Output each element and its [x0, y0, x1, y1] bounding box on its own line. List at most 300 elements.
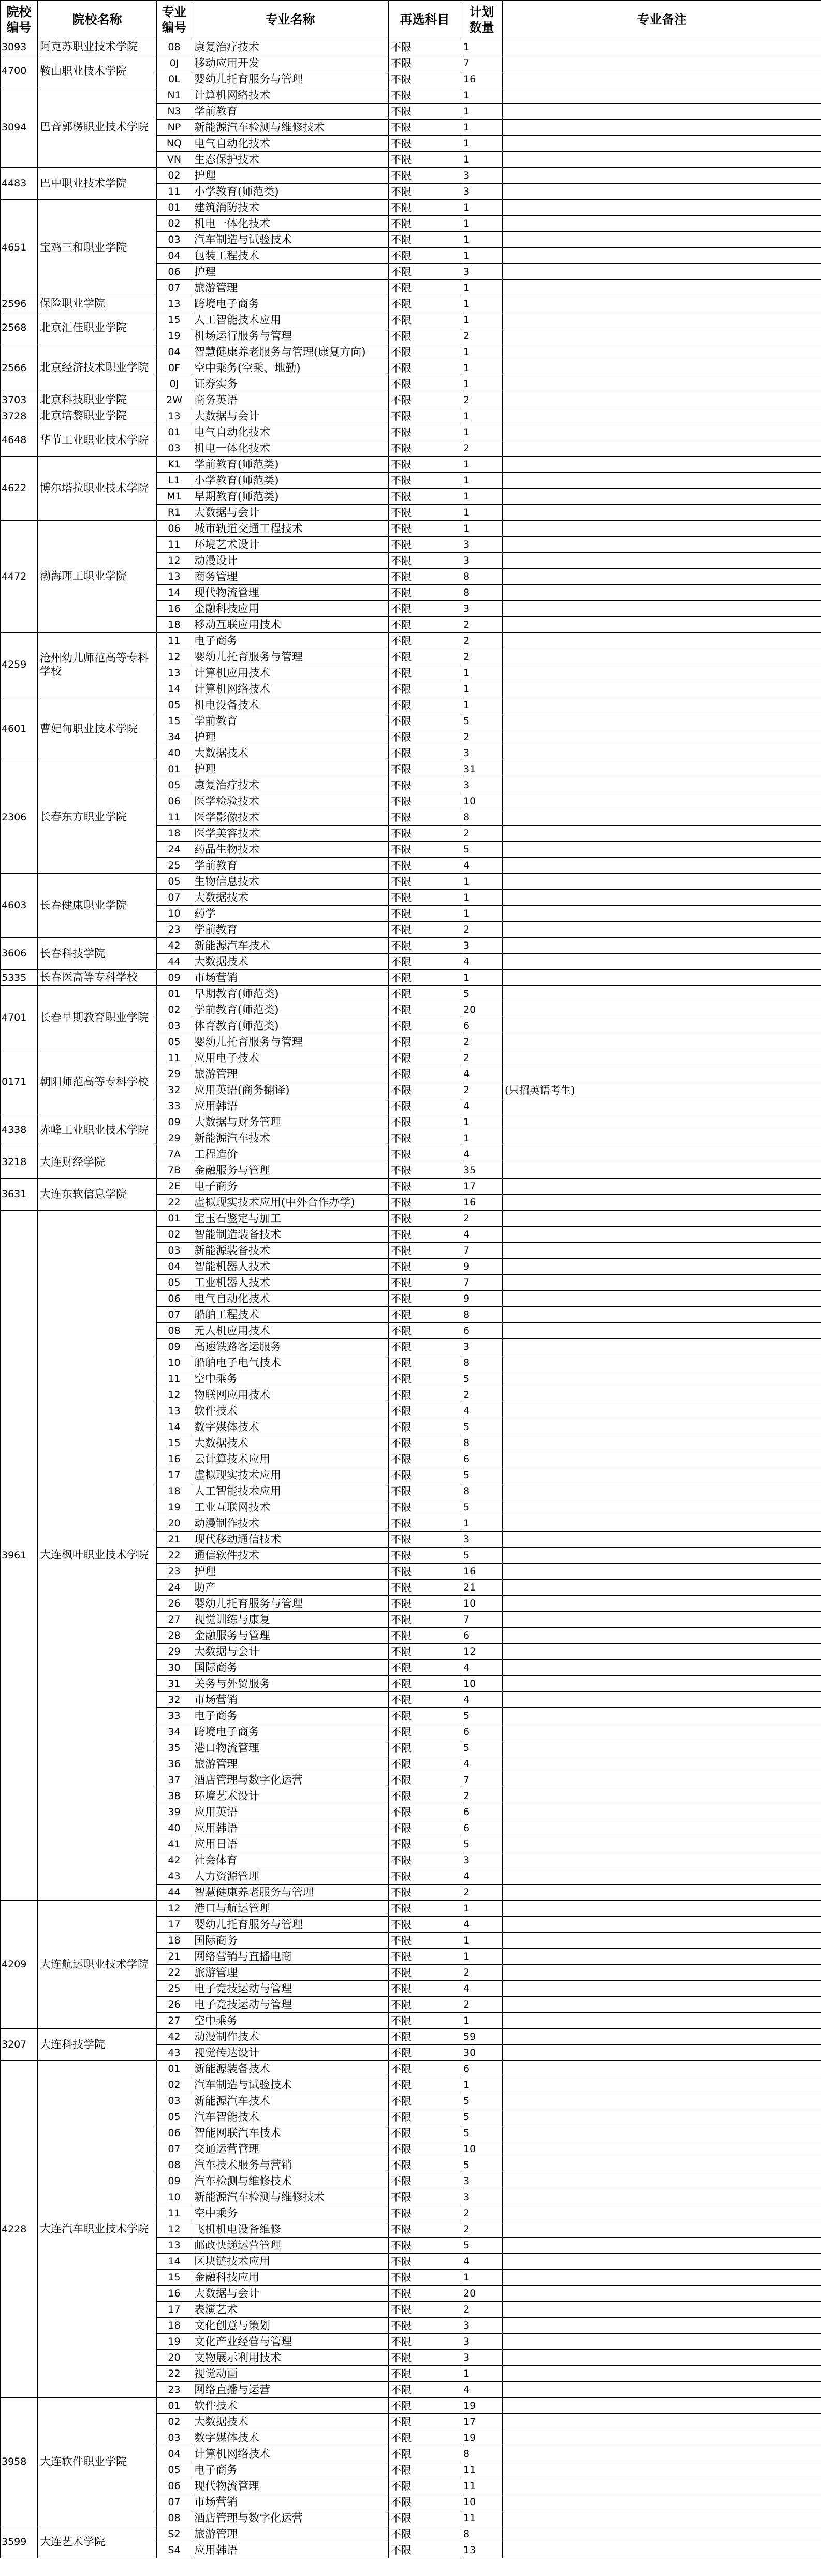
major-code: 02 — [157, 2077, 192, 2093]
subject: 不限 — [389, 1211, 461, 1227]
major-code: 22 — [157, 1548, 192, 1564]
major-note — [503, 408, 821, 424]
major-note — [503, 1917, 821, 1933]
subject: 不限 — [389, 1788, 461, 1804]
major-code: 07 — [157, 890, 192, 906]
major-name: 大数据与会计 — [192, 1644, 389, 1660]
plan-count: 4 — [461, 1981, 503, 1997]
major-name: 新能源汽车检测与维修技术 — [192, 120, 389, 136]
plan-count: 2 — [461, 1050, 503, 1066]
major-note — [503, 617, 821, 633]
major-note — [503, 1580, 821, 1596]
plan-count: 1 — [461, 1130, 503, 1146]
subject: 不限 — [389, 777, 461, 793]
major-name: 动漫制作技术 — [192, 2029, 389, 2045]
major-note — [503, 1820, 821, 1836]
subject: 不限 — [389, 1483, 461, 1499]
plan-count: 1 — [461, 360, 503, 376]
plan-count: 5 — [461, 1740, 503, 1756]
major-name: 护理 — [192, 264, 389, 280]
plan-count: 1 — [461, 2270, 503, 2286]
subject: 不限 — [389, 1772, 461, 1788]
subject: 不限 — [389, 2542, 461, 2558]
plan-count: 4 — [461, 1660, 503, 1676]
plan-count: 8 — [461, 2446, 503, 2462]
major-code: 42 — [157, 2029, 192, 2045]
plan-count: 1 — [461, 2013, 503, 2029]
major-code: 01 — [157, 1211, 192, 1227]
subject: 不限 — [389, 2478, 461, 2494]
major-code: 07 — [157, 1307, 192, 1323]
major-note — [503, 39, 821, 55]
major-name: 空中乘务(空乘、地勤) — [192, 360, 389, 376]
major-name: 旅游管理 — [192, 2526, 389, 2542]
subject: 不限 — [389, 200, 461, 216]
major-note — [503, 633, 821, 649]
major-code: 14 — [157, 681, 192, 697]
subject: 不限 — [389, 1676, 461, 1692]
major-note — [503, 2238, 821, 2254]
major-name: 大数据与会计 — [192, 408, 389, 424]
subject: 不限 — [389, 1499, 461, 1515]
subject: 不限 — [389, 1130, 461, 1146]
major-name: 商务管理 — [192, 569, 389, 585]
major-code: 0F — [157, 360, 192, 376]
major-code: 08 — [157, 2510, 192, 2526]
major-name: 电子竞技运动与管理 — [192, 1997, 389, 2013]
major-name: 大数据技术 — [192, 954, 389, 970]
school-code: 5335 — [1, 970, 38, 986]
major-note — [503, 1259, 821, 1275]
subject: 不限 — [389, 408, 461, 424]
plan-count: 5 — [461, 842, 503, 858]
major-name: 应用韩语 — [192, 2542, 389, 2558]
major-code: 15 — [157, 312, 192, 328]
major-code: 27 — [157, 1612, 192, 1628]
school-name: 大连科技学院 — [38, 2029, 157, 2061]
major-name: 飞机机电设备维修 — [192, 2221, 389, 2238]
major-name: 电子商务 — [192, 1708, 389, 1724]
school-name: 长春东方职业学院 — [38, 761, 157, 874]
subject: 不限 — [389, 1564, 461, 1580]
plan-count: 2 — [461, 1034, 503, 1050]
major-code: 43 — [157, 1868, 192, 1885]
subject: 不限 — [389, 1066, 461, 1082]
major-code: 01 — [157, 761, 192, 777]
plan-count: 1 — [461, 376, 503, 392]
subject: 不限 — [389, 344, 461, 360]
plan-count: 2 — [461, 392, 503, 408]
major-code: R1 — [157, 505, 192, 521]
major-note — [503, 71, 821, 87]
major-code: 09 — [157, 1114, 192, 1130]
table-row — [1, 2029, 821, 2045]
major-note — [503, 1050, 821, 1066]
major-name: 大数据技术 — [192, 1435, 389, 1451]
major-note — [503, 2462, 821, 2478]
subject: 不限 — [389, 1243, 461, 1259]
subject: 不限 — [389, 2045, 461, 2061]
subject: 不限 — [389, 842, 461, 858]
plan-count: 11 — [461, 2462, 503, 2478]
major-name: 旅游管理 — [192, 1066, 389, 1082]
major-code: 18 — [157, 2318, 192, 2334]
school-name: 赤峰工业职业技术学院 — [38, 1114, 157, 1146]
major-note — [503, 601, 821, 617]
major-code: 16 — [157, 601, 192, 617]
major-name: 康复治疗技术 — [192, 777, 389, 793]
major-name: 移动互联应用技术 — [192, 617, 389, 633]
plan-count: 1 — [461, 890, 503, 906]
subject: 不限 — [389, 2173, 461, 2189]
subject: 不限 — [389, 922, 461, 938]
major-code: 7A — [157, 1146, 192, 1162]
major-code: 08 — [157, 1323, 192, 1339]
major-name: 学前教育 — [192, 922, 389, 938]
plan-count: 7 — [461, 55, 503, 71]
major-note — [503, 489, 821, 505]
major-code: 02 — [157, 1002, 192, 1018]
subject: 不限 — [389, 360, 461, 376]
subject: 不限 — [389, 2430, 461, 2446]
major-note — [503, 2189, 821, 2205]
major-note — [503, 842, 821, 858]
school-name: 大连财经学院 — [38, 1146, 157, 1179]
major-name: 智能网联汽车技术 — [192, 2125, 389, 2141]
major-note — [503, 1275, 821, 1291]
table-header-row — [1, 1, 821, 39]
plan-count: 2 — [461, 2221, 503, 2238]
subject: 不限 — [389, 2414, 461, 2430]
subject: 不限 — [389, 665, 461, 681]
major-name: 市场营销 — [192, 2494, 389, 2510]
subject: 不限 — [389, 2077, 461, 2093]
major-name: 数字媒体技术 — [192, 2430, 389, 2446]
subject: 不限 — [389, 1628, 461, 1644]
plan-count: 2 — [461, 729, 503, 745]
school-code: 3958 — [1, 2398, 38, 2526]
table-row — [1, 761, 821, 777]
subject: 不限 — [389, 1114, 461, 1130]
major-name: 体育教育(师范类) — [192, 1018, 389, 1034]
major-note — [503, 1788, 821, 1804]
major-name: 智慧健康养老服务与管理 — [192, 1885, 389, 1901]
school-code: 3094 — [1, 87, 38, 168]
plan-count: 5 — [461, 986, 503, 1002]
major-name: 婴幼儿托育服务与管理 — [192, 1034, 389, 1050]
subject: 不限 — [389, 2029, 461, 2045]
major-note — [503, 2221, 821, 2238]
major-name: 计算机网络技术 — [192, 681, 389, 697]
subject: 不限 — [389, 713, 461, 729]
major-name: 酒店管理与数字化运营 — [192, 2510, 389, 2526]
major-note — [503, 248, 821, 264]
subject: 不限 — [389, 1259, 461, 1275]
major-name: 电气自动化技术 — [192, 424, 389, 440]
major-note — [503, 1804, 821, 1820]
plan-count: 16 — [461, 1195, 503, 1211]
major-code: 09 — [157, 1339, 192, 1355]
major-note — [503, 649, 821, 665]
subject: 不限 — [389, 1339, 461, 1355]
subject: 不限 — [389, 1435, 461, 1451]
subject: 不限 — [389, 1291, 461, 1307]
major-code: 29 — [157, 1130, 192, 1146]
major-note — [503, 986, 821, 1002]
major-code: 21 — [157, 1949, 192, 1965]
subject: 不限 — [389, 970, 461, 986]
major-code: 12 — [157, 649, 192, 665]
major-name: 动漫制作技术 — [192, 1515, 389, 1532]
plan-count: 2 — [461, 1885, 503, 1901]
major-code: 18 — [157, 617, 192, 633]
subject: 不限 — [389, 312, 461, 328]
plan-count: 1 — [461, 473, 503, 489]
major-name: 文化创意与策划 — [192, 2318, 389, 2334]
plan-count: 6 — [461, 1323, 503, 1339]
table-row — [1, 424, 821, 440]
plan-count: 20 — [461, 2286, 503, 2302]
major-code: 18 — [157, 1483, 192, 1499]
plan-count: 2 — [461, 1211, 503, 1227]
major-name: 大数据与会计 — [192, 505, 389, 521]
plan-count: 1 — [461, 39, 503, 55]
major-code: 12 — [157, 2221, 192, 2238]
major-note — [503, 1564, 821, 1580]
plan-count: 1 — [461, 697, 503, 713]
plan-count: 1 — [461, 906, 503, 922]
school-code: 2566 — [1, 344, 38, 392]
major-code: 39 — [157, 1804, 192, 1820]
school-code: 4622 — [1, 457, 38, 521]
major-name: 城市轨道交通工程技术 — [192, 521, 389, 537]
major-note — [503, 392, 821, 408]
subject: 不限 — [389, 2462, 461, 2478]
school-name: 北京汇佳职业学院 — [38, 312, 157, 344]
plan-count: 5 — [461, 713, 503, 729]
major-note — [503, 1114, 821, 1130]
major-name: 早期教育(师范类) — [192, 986, 389, 1002]
major-name: 无人机应用技术 — [192, 1323, 389, 1339]
major-code: 0J — [157, 376, 192, 392]
major-name: 护理 — [192, 1564, 389, 1580]
table-row — [1, 1179, 821, 1195]
major-name: 环境艺术设计 — [192, 1788, 389, 1804]
table-row — [1, 697, 821, 713]
major-code: 34 — [157, 729, 192, 745]
subject: 不限 — [389, 858, 461, 874]
major-note — [503, 1467, 821, 1483]
major-name: 智慧健康养老服务与管理(康复方向) — [192, 344, 389, 360]
major-name: 视觉动画 — [192, 2366, 389, 2382]
major-name: 宝玉石鉴定与加工 — [192, 1211, 389, 1227]
major-code: 16 — [157, 2286, 192, 2302]
major-code: 17 — [157, 1467, 192, 1483]
plan-count: 10 — [461, 2494, 503, 2510]
major-note — [503, 2430, 821, 2446]
major-code: 01 — [157, 424, 192, 440]
plan-count: 3 — [461, 1852, 503, 1868]
header-school-name: 院校名称 — [38, 1, 157, 39]
major-code: 08 — [157, 39, 192, 55]
subject: 不限 — [389, 537, 461, 553]
major-note — [503, 1708, 821, 1724]
major-name: 移动应用开发 — [192, 55, 389, 71]
plan-count: 1 — [461, 2077, 503, 2093]
header-school-code: 院校编号 — [1, 1, 38, 39]
subject: 不限 — [389, 1836, 461, 1852]
major-code: 11 — [157, 1371, 192, 1387]
subject: 不限 — [389, 2125, 461, 2141]
major-name: 人力资源管理 — [192, 1868, 389, 1885]
major-code: 03 — [157, 232, 192, 248]
major-note — [503, 2334, 821, 2350]
plan-count: 8 — [461, 1355, 503, 1371]
plan-count: 6 — [461, 1018, 503, 1034]
major-name: 药品生物技术 — [192, 842, 389, 858]
plan-count: 6 — [461, 1724, 503, 1740]
table-body — [1, 39, 821, 2558]
subject: 不限 — [389, 216, 461, 232]
subject: 不限 — [389, 1179, 461, 1195]
major-note — [503, 1868, 821, 1885]
plan-count: 6 — [461, 1820, 503, 1836]
major-note — [503, 681, 821, 697]
major-name: 汽车制造与试验技术 — [192, 232, 389, 248]
subject: 不限 — [389, 505, 461, 521]
subject: 不限 — [389, 1034, 461, 1050]
subject: 不限 — [389, 104, 461, 120]
major-note — [503, 2302, 821, 2318]
major-name: 生物信息技术 — [192, 874, 389, 890]
major-name: 智能制造装备技术 — [192, 1227, 389, 1243]
school-name: 巴音郭楞职业技术学院 — [38, 87, 157, 168]
major-code: 35 — [157, 1740, 192, 1756]
table-row — [1, 408, 821, 424]
major-name: 视觉训练与康复 — [192, 1612, 389, 1628]
major-note — [503, 890, 821, 906]
major-name: 早期教育(师范类) — [192, 489, 389, 505]
plan-count: 6 — [461, 1804, 503, 1820]
school-code: 3961 — [1, 1211, 38, 1901]
plan-count: 5 — [461, 2157, 503, 2173]
subject: 不限 — [389, 457, 461, 473]
major-code: 29 — [157, 1066, 192, 1082]
major-code: 26 — [157, 1997, 192, 2013]
major-code: 06 — [157, 521, 192, 537]
major-note — [503, 200, 821, 216]
major-code: 04 — [157, 2446, 192, 2462]
major-name: 新能源汽车技术 — [192, 938, 389, 954]
major-code: 12 — [157, 553, 192, 569]
major-code: 04 — [157, 1259, 192, 1275]
major-note — [503, 1997, 821, 2013]
subject: 不限 — [389, 761, 461, 777]
major-name: 通信软件技术 — [192, 1548, 389, 1564]
major-note — [503, 1660, 821, 1676]
subject: 不限 — [389, 1371, 461, 1387]
major-code: 09 — [157, 2173, 192, 2189]
school-name: 曹妃甸职业技术学院 — [38, 697, 157, 761]
plan-count: 2 — [461, 440, 503, 457]
major-note — [503, 87, 821, 104]
major-name: 船舶工程技术 — [192, 1307, 389, 1323]
major-code: 05 — [157, 777, 192, 793]
subject: 不限 — [389, 1660, 461, 1676]
plan-count: 4 — [461, 1403, 503, 1419]
plan-count: 1 — [461, 665, 503, 681]
major-code: 05 — [157, 1275, 192, 1291]
major-note — [503, 1692, 821, 1708]
plan-count: 1 — [461, 970, 503, 986]
plan-count: 1 — [461, 1933, 503, 1949]
subject: 不限 — [389, 2141, 461, 2157]
major-note — [503, 521, 821, 537]
school-name: 大连软件职业学院 — [38, 2398, 157, 2526]
major-code: 11 — [157, 1050, 192, 1066]
major-code: 04 — [157, 344, 192, 360]
major-code: L1 — [157, 473, 192, 489]
major-note — [503, 1371, 821, 1387]
school-name: 大连艺术学院 — [38, 2526, 157, 2558]
subject: 不限 — [389, 55, 461, 71]
major-note — [503, 1403, 821, 1419]
subject: 不限 — [389, 1387, 461, 1403]
major-note — [503, 1355, 821, 1371]
major-note — [503, 1130, 821, 1146]
subject: 不限 — [389, 87, 461, 104]
major-note — [503, 2205, 821, 2221]
major-code: 20 — [157, 2350, 192, 2366]
plan-count: 2 — [461, 1387, 503, 1403]
major-code: 11 — [157, 809, 192, 826]
major-name: 网络直播与运营 — [192, 2382, 389, 2398]
school-name: 渤海理工职业学院 — [38, 521, 157, 633]
major-code: 10 — [157, 906, 192, 922]
plan-count: 1 — [461, 248, 503, 264]
plan-count: 2 — [461, 826, 503, 842]
plan-count: 3 — [461, 938, 503, 954]
major-code: NP — [157, 120, 192, 136]
plan-count: 4 — [461, 2382, 503, 2398]
school-code: 3218 — [1, 1146, 38, 1179]
major-code: 38 — [157, 1788, 192, 1804]
plan-count: 1 — [461, 216, 503, 232]
major-note — [503, 2350, 821, 2366]
major-note — [503, 2478, 821, 2494]
major-code: 04 — [157, 248, 192, 264]
subject: 不限 — [389, 136, 461, 152]
subject: 不限 — [389, 1933, 461, 1949]
header-subject: 再选科目 — [389, 1, 461, 39]
major-note — [503, 1339, 821, 1355]
plan-count: 1 — [461, 2366, 503, 2382]
plan-count: 4 — [461, 1868, 503, 1885]
subject: 不限 — [389, 184, 461, 200]
major-note — [503, 826, 821, 842]
major-code: 03 — [157, 1018, 192, 1034]
major-code: 13 — [157, 1403, 192, 1419]
school-name: 沧州幼儿师范高等专科学校 — [38, 633, 157, 697]
school-name: 朝阳师范高等专科学校 — [38, 1050, 157, 1114]
plan-count: 3 — [461, 2334, 503, 2350]
major-name: 现代移动通信技术 — [192, 1532, 389, 1548]
major-code: 02 — [157, 2414, 192, 2430]
major-name: 应用韩语 — [192, 1820, 389, 1836]
subject: 不限 — [389, 2350, 461, 2366]
school-name: 宝鸡三和职业学院 — [38, 200, 157, 296]
major-note — [503, 312, 821, 328]
